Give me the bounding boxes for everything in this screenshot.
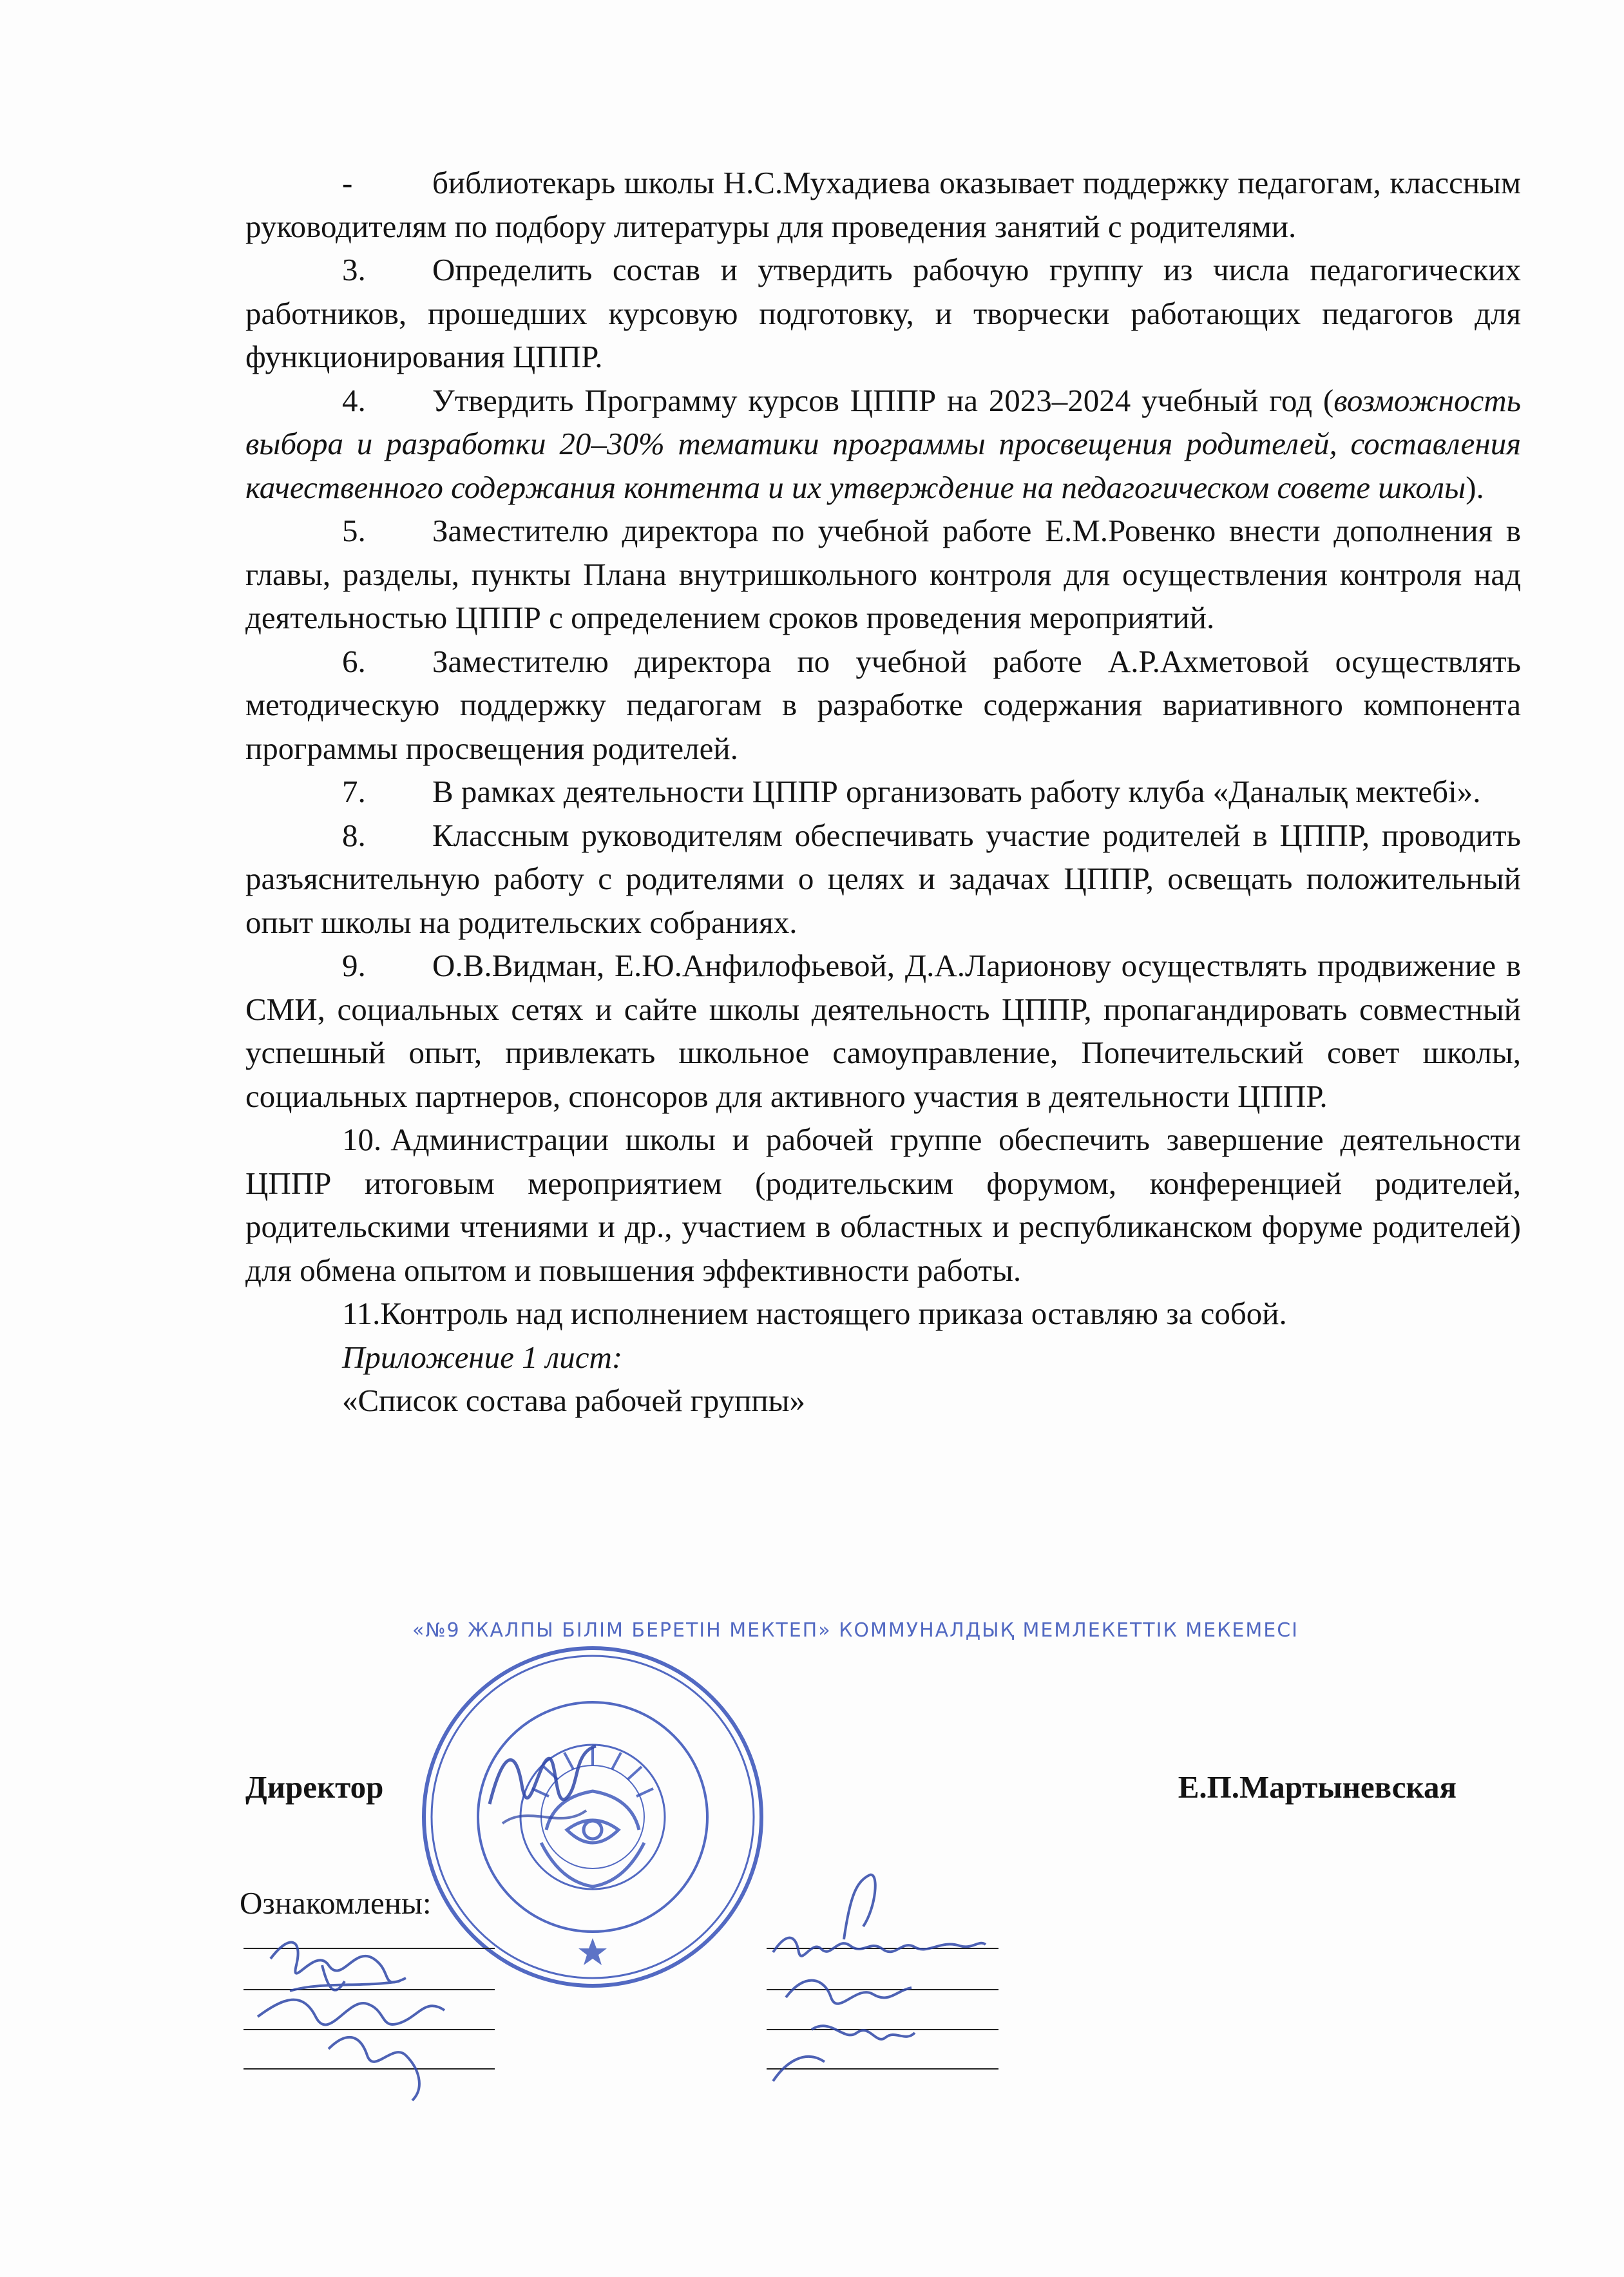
paragraph-number: 10. [342,1122,382,1157]
paragraph-number: 7. [342,774,366,809]
order-body [245,161,1521,1423]
director-signature [477,1727,606,1849]
paragraph-5 [245,509,1521,640]
paragraph-number: 4. [342,382,366,418]
paragraph-number: - [342,165,353,200]
paragraph-text-italic: возможность выбора и разработки 20–30% тематики программы просвещения родителей, составления качественного содержания контента и их утверждение на педагогическом совете школы [245,382,1521,505]
paragraph-3 [245,248,1521,379]
paragraph-7 [245,770,1521,814]
paragraph-8 [245,814,1521,945]
paragraph-text: Администрации школы и рабочей группе обеспечить завершение деятельности ЦППР итоговым мероприятием (родительским форумом, конференцией родителей, родительскими чтениями и др., участием в областных и республиканском форуме родителей) для обмена опытом и повышения эффективности работы. [245,1122,1521,1288]
paragraph-6 [245,640,1521,771]
paragraph-number: 5. [342,513,366,548]
paragraph-text: Заместителю директора по учебной работе Е.М.Ровенко внести дополнения в главы, разделы, пункты Плана внутришкольного контроля для осуществления контроля над деятельностью ЦППР с определением сроков проведения мероприятий. [245,513,1521,635]
stamp-ring-text: «№9 ЖАЛПЫ БІЛІМ БЕРЕТІН МЕКТЕП» КОММУНАЛДЫҚ МЕМЛЕКЕТТІК МЕКЕМЕСІ [412,1619,1299,1642]
paragraph-text: Определить состав и утвердить рабочую группу из числа педагогических работников, прошедших курсовую подготовку, и творчески работающих педагогов для функционирования ЦППР. [245,252,1521,374]
paragraph-number: 3. [342,252,366,287]
appendix-title: «Список состава рабочей группы» [342,1383,805,1418]
paragraph-text: Классным руководителям обеспечивать участие родителей в ЦППР, проводить разъяснительную работу с родителями о целях и задачах ЦППР, освещать положительный опыт школы на родительских собраниях. [245,817,1521,940]
signature-name: Е.П.Мартыневская [1178,1769,1457,1805]
paragraph-text: Контроль над исполнением настоящего приказа оставляю за собой. [380,1296,1287,1331]
paragraph-text-end: ). [1466,469,1484,505]
paragraph-number: 8. [342,817,366,853]
paragraph-9 [245,944,1521,1118]
paragraph-number: 9. [342,948,366,983]
handwritten-signatures-left [232,1920,502,2107]
appendix-label: Приложение 1 лист: [342,1339,623,1375]
paragraph-4 [245,379,1521,510]
paragraph-text: О.В.Видман, Е.Ю.Анфилофьевой, Д.А.Ларионову осуществлять продвижение в СМИ, социальных сетях и сайте школы деятельность ЦППР, пропагандировать совместный успешный опыт, привлекать школьное самоуправление, Попечительский совет школы, социальных партнеров, спонсоров для активного участия в деятельности ЦППР. [245,948,1521,1114]
paragraph-librarian [245,161,1521,248]
acquainted-label: Ознакомлены: [240,1885,432,1921]
paragraph-text: Заместителю директора по учебной работе А.Р.Ахметовой осуществлять методическую поддержку педагогам в разработке содержания вариативного компонента программы просвещения родителей. [245,643,1521,766]
paragraph-text: библиотекарь школы Н.С.Мухадиева оказывает поддержку педагогам, классным руководителям по подбору литературы для проведения занятий с родителями. [245,165,1521,244]
handwritten-signatures-right [747,1869,1018,2113]
paragraph-10 [245,1118,1521,1292]
paragraph-text: Утвердить Программу курсов ЦППР на 2023–2024 учебный год ( [432,382,1334,418]
paragraph-11 [245,1292,1521,1336]
signature-role: Директор [245,1769,384,1805]
paragraph-text: В рамках деятельности ЦППР организовать работу клуба «Даналық мектебі». [432,774,1481,809]
paragraph-number: 6. [342,643,366,679]
paragraph-number: 11. [342,1296,381,1331]
